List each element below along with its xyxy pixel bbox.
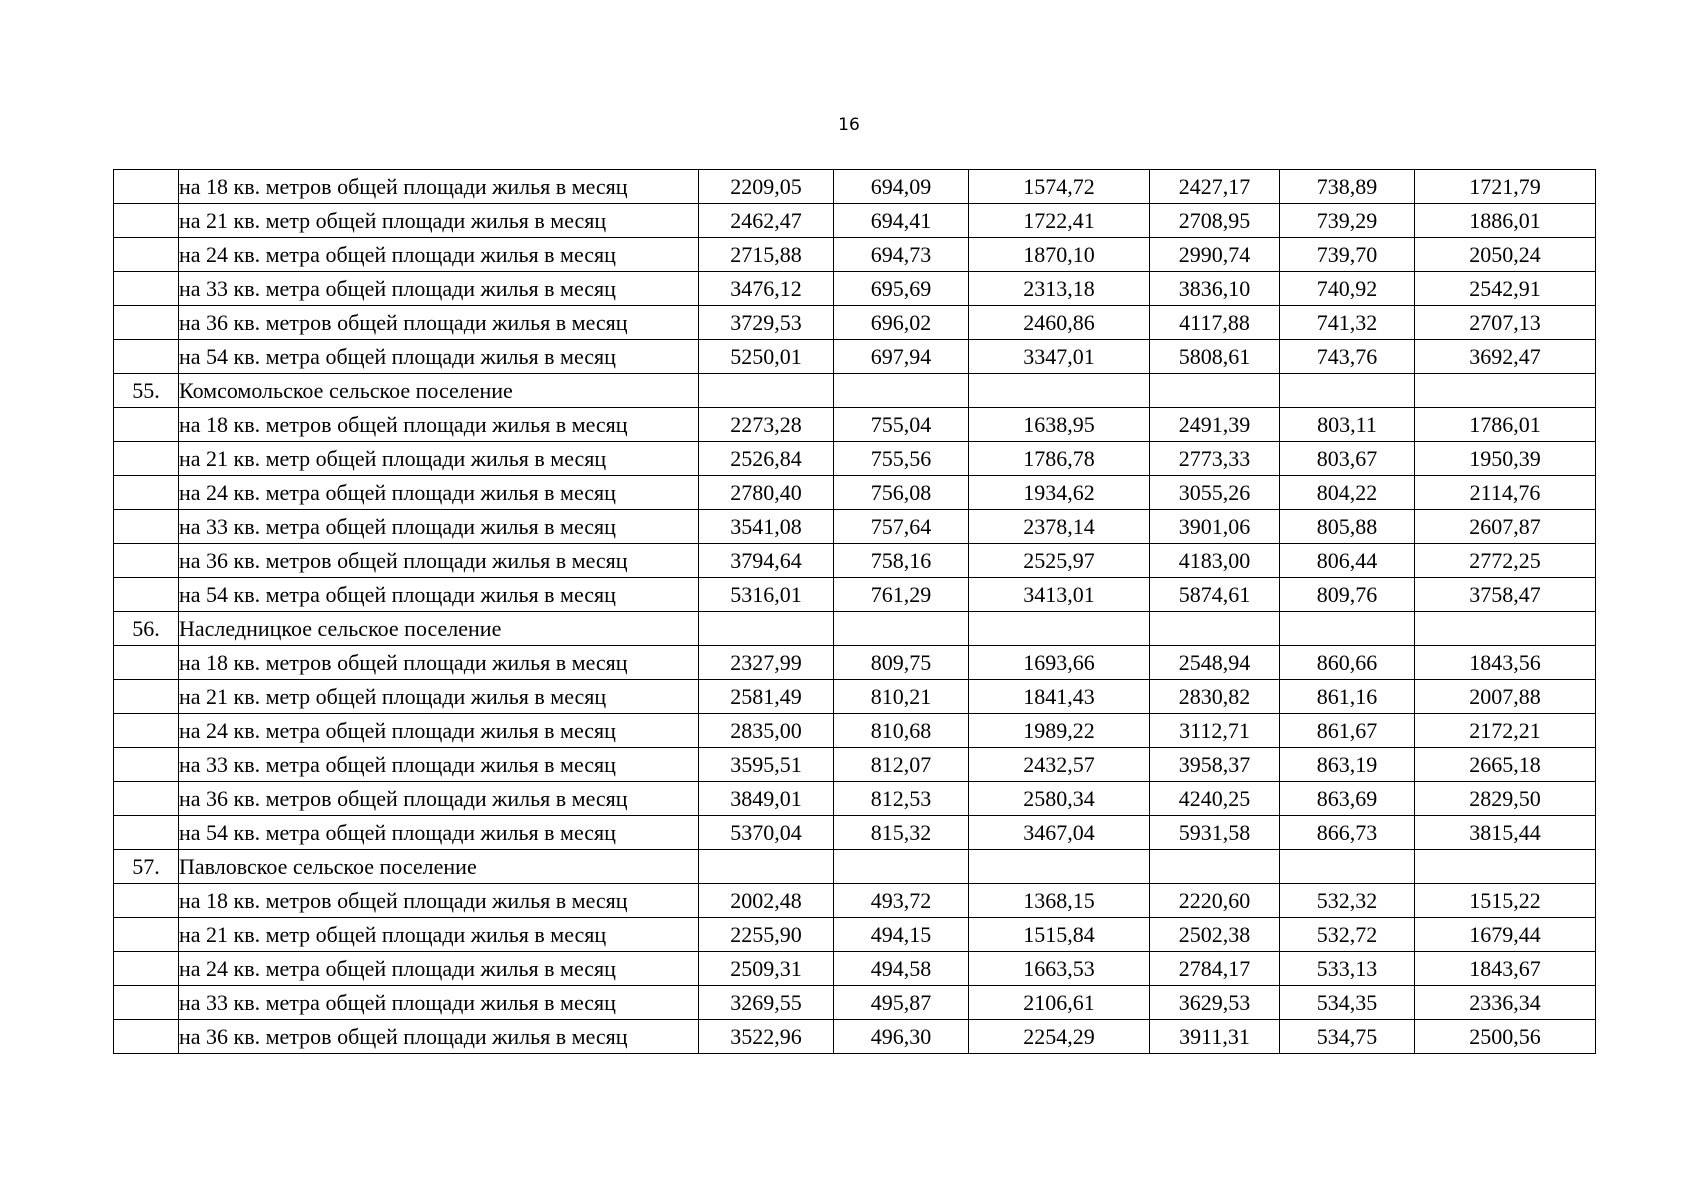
value-cell-col-5: 743,76 xyxy=(1280,340,1415,374)
settlement-name-cell: Комсомольское сельское поселение xyxy=(179,374,699,408)
value-cell-col-1: 5250,01 xyxy=(699,340,834,374)
table-row xyxy=(114,544,1596,578)
row-number-cell xyxy=(114,646,179,680)
value-cell-col-5: 739,29 xyxy=(1280,204,1415,238)
value-cell-col-1: 3849,01 xyxy=(699,782,834,816)
table-row xyxy=(114,884,1596,918)
value-cell-col-6: 2172,21 xyxy=(1415,714,1596,748)
table-row xyxy=(114,476,1596,510)
value-cell-col-5 xyxy=(1280,374,1415,408)
value-cell-col-3: 1870,10 xyxy=(969,238,1150,272)
value-cell-col-1: 3522,96 xyxy=(699,1020,834,1054)
value-cell-col-1: 3794,64 xyxy=(699,544,834,578)
norm-label-cell: на 33 кв. метра общей площади жилья в месяц xyxy=(179,510,699,544)
norm-label-cell: на 33 кв. метра общей площади жилья в месяц xyxy=(179,272,699,306)
value-cell-col-2: 697,94 xyxy=(834,340,969,374)
value-cell-col-1: 2255,90 xyxy=(699,918,834,952)
value-cell-col-6: 2829,50 xyxy=(1415,782,1596,816)
value-cell-col-3: 3467,04 xyxy=(969,816,1150,850)
value-cell-col-1: 3269,55 xyxy=(699,986,834,1020)
value-cell-col-2: 809,75 xyxy=(834,646,969,680)
value-cell-col-3: 2432,57 xyxy=(969,748,1150,782)
value-cell-col-2: 694,09 xyxy=(834,170,969,204)
norm-label-cell: на 54 кв. метра общей площади жилья в месяц xyxy=(179,340,699,374)
value-cell-col-3: 1934,62 xyxy=(969,476,1150,510)
value-cell-col-6: 1721,79 xyxy=(1415,170,1596,204)
value-cell-col-1: 3476,12 xyxy=(699,272,834,306)
value-cell-col-4: 3112,71 xyxy=(1150,714,1280,748)
row-number-cell xyxy=(114,204,179,238)
value-cell-col-4: 2784,17 xyxy=(1150,952,1280,986)
value-cell-col-4: 5874,61 xyxy=(1150,578,1280,612)
value-cell-col-2: 755,04 xyxy=(834,408,969,442)
value-cell-col-3: 2378,14 xyxy=(969,510,1150,544)
norm-label-cell: на 24 кв. метра общей площади жилья в месяц xyxy=(179,714,699,748)
value-cell-col-4: 2990,74 xyxy=(1150,238,1280,272)
value-cell-col-5: 861,67 xyxy=(1280,714,1415,748)
table-row xyxy=(114,340,1596,374)
table-row xyxy=(114,408,1596,442)
value-cell-col-1: 2209,05 xyxy=(699,170,834,204)
value-cell-col-2: 694,41 xyxy=(834,204,969,238)
norm-label-cell: на 36 кв. метров общей площади жилья в месяц xyxy=(179,1020,699,1054)
table-row xyxy=(114,986,1596,1020)
value-cell-col-2 xyxy=(834,374,969,408)
value-cell-col-6: 2500,56 xyxy=(1415,1020,1596,1054)
value-cell-col-6: 2542,91 xyxy=(1415,272,1596,306)
value-cell-col-4: 2773,33 xyxy=(1150,442,1280,476)
value-cell-col-1: 2581,49 xyxy=(699,680,834,714)
value-cell-col-1: 3541,08 xyxy=(699,510,834,544)
value-cell-col-3: 1989,22 xyxy=(969,714,1150,748)
value-cell-col-1: 2002,48 xyxy=(699,884,834,918)
section-row xyxy=(114,374,1596,408)
value-cell-col-6: 1886,01 xyxy=(1415,204,1596,238)
value-cell-col-1: 2327,99 xyxy=(699,646,834,680)
value-cell-col-6: 2665,18 xyxy=(1415,748,1596,782)
value-cell-col-2: 757,64 xyxy=(834,510,969,544)
value-cell-col-5: 534,75 xyxy=(1280,1020,1415,1054)
value-cell-col-6: 2050,24 xyxy=(1415,238,1596,272)
value-cell-col-2: 495,87 xyxy=(834,986,969,1020)
value-cell-col-2: 761,29 xyxy=(834,578,969,612)
table-row xyxy=(114,714,1596,748)
row-number-cell xyxy=(114,952,179,986)
value-cell-col-3: 1515,84 xyxy=(969,918,1150,952)
table-row xyxy=(114,816,1596,850)
row-number-cell xyxy=(114,1020,179,1054)
table-row xyxy=(114,782,1596,816)
value-cell-col-2: 812,53 xyxy=(834,782,969,816)
value-cell-col-4: 5931,58 xyxy=(1150,816,1280,850)
value-cell-col-4: 2708,95 xyxy=(1150,204,1280,238)
value-cell-col-4: 3055,26 xyxy=(1150,476,1280,510)
value-cell-col-1: 5316,01 xyxy=(699,578,834,612)
value-cell-col-5: 809,76 xyxy=(1280,578,1415,612)
value-cell-col-2: 694,73 xyxy=(834,238,969,272)
value-cell-col-6: 2772,25 xyxy=(1415,544,1596,578)
table-row xyxy=(114,918,1596,952)
norm-label-cell: на 54 кв. метра общей площади жилья в месяц xyxy=(179,816,699,850)
norm-label-cell: на 18 кв. метров общей площади жилья в месяц xyxy=(179,646,699,680)
settlement-name-cell: Павловское сельское поселение xyxy=(179,850,699,884)
row-number-cell: 56. xyxy=(114,612,179,646)
value-cell-col-6: 3692,47 xyxy=(1415,340,1596,374)
value-cell-col-3 xyxy=(969,850,1150,884)
value-cell-col-4: 3629,53 xyxy=(1150,986,1280,1020)
value-cell-col-6: 2607,87 xyxy=(1415,510,1596,544)
settlement-name-cell: Наследницкое сельское поселение xyxy=(179,612,699,646)
value-cell-col-1: 2462,47 xyxy=(699,204,834,238)
row-number-cell xyxy=(114,714,179,748)
value-cell-col-4: 2220,60 xyxy=(1150,884,1280,918)
value-cell-col-1: 3595,51 xyxy=(699,748,834,782)
value-cell-col-1 xyxy=(699,850,834,884)
value-cell-col-4: 2491,39 xyxy=(1150,408,1280,442)
row-number-cell xyxy=(114,510,179,544)
value-cell-col-2: 494,58 xyxy=(834,952,969,986)
norm-label-cell: на 54 кв. метра общей площади жилья в месяц xyxy=(179,578,699,612)
row-number-cell xyxy=(114,340,179,374)
row-number-cell xyxy=(114,408,179,442)
row-number-cell xyxy=(114,748,179,782)
row-number-cell xyxy=(114,680,179,714)
row-number-cell xyxy=(114,306,179,340)
value-cell-col-6: 3815,44 xyxy=(1415,816,1596,850)
norm-label-cell: на 36 кв. метров общей площади жилья в месяц xyxy=(179,306,699,340)
norm-label-cell: на 21 кв. метр общей площади жилья в месяц xyxy=(179,204,699,238)
value-cell-col-2 xyxy=(834,850,969,884)
row-number-cell xyxy=(114,816,179,850)
table-row xyxy=(114,952,1596,986)
value-cell-col-4: 2502,38 xyxy=(1150,918,1280,952)
value-cell-col-1 xyxy=(699,612,834,646)
row-number-cell xyxy=(114,170,179,204)
value-cell-col-3: 2460,86 xyxy=(969,306,1150,340)
value-cell-col-3: 1722,41 xyxy=(969,204,1150,238)
value-cell-col-5: 805,88 xyxy=(1280,510,1415,544)
value-cell-col-6 xyxy=(1415,850,1596,884)
row-number-cell xyxy=(114,782,179,816)
value-cell-col-3: 1693,66 xyxy=(969,646,1150,680)
row-number-cell xyxy=(114,578,179,612)
value-cell-col-2: 493,72 xyxy=(834,884,969,918)
value-cell-col-6: 1786,01 xyxy=(1415,408,1596,442)
value-cell-col-5: 804,22 xyxy=(1280,476,1415,510)
value-cell-col-5: 861,16 xyxy=(1280,680,1415,714)
value-cell-col-3: 1663,53 xyxy=(969,952,1150,986)
value-cell-col-3: 1841,43 xyxy=(969,680,1150,714)
value-cell-col-3: 1786,78 xyxy=(969,442,1150,476)
table-row xyxy=(114,306,1596,340)
norm-label-cell: на 21 кв. метр общей площади жилья в месяц xyxy=(179,680,699,714)
row-number-cell xyxy=(114,476,179,510)
value-cell-col-4: 4240,25 xyxy=(1150,782,1280,816)
norm-label-cell: на 21 кв. метр общей площади жилья в месяц xyxy=(179,918,699,952)
value-cell-col-4: 3901,06 xyxy=(1150,510,1280,544)
value-cell-col-1: 5370,04 xyxy=(699,816,834,850)
value-cell-col-1: 2273,28 xyxy=(699,408,834,442)
value-cell-col-4: 2830,82 xyxy=(1150,680,1280,714)
row-number-cell xyxy=(114,544,179,578)
value-cell-col-2 xyxy=(834,612,969,646)
value-cell-col-2: 810,21 xyxy=(834,680,969,714)
value-cell-col-6 xyxy=(1415,612,1596,646)
value-cell-col-5: 863,69 xyxy=(1280,782,1415,816)
value-cell-col-3: 1574,72 xyxy=(969,170,1150,204)
norm-label-cell: на 18 кв. метров общей площади жилья в месяц xyxy=(179,884,699,918)
row-number-cell xyxy=(114,884,179,918)
value-cell-col-5 xyxy=(1280,612,1415,646)
value-cell-col-6: 1843,67 xyxy=(1415,952,1596,986)
value-cell-col-6: 1843,56 xyxy=(1415,646,1596,680)
value-cell-col-1: 3729,53 xyxy=(699,306,834,340)
value-cell-col-1: 2509,31 xyxy=(699,952,834,986)
value-cell-col-5: 738,89 xyxy=(1280,170,1415,204)
value-cell-col-4: 3911,31 xyxy=(1150,1020,1280,1054)
table-row xyxy=(114,646,1596,680)
value-cell-col-4: 2548,94 xyxy=(1150,646,1280,680)
value-cell-col-3: 2313,18 xyxy=(969,272,1150,306)
value-cell-col-3: 2580,34 xyxy=(969,782,1150,816)
value-cell-col-3 xyxy=(969,374,1150,408)
value-cell-col-5: 803,11 xyxy=(1280,408,1415,442)
value-cell-col-5 xyxy=(1280,850,1415,884)
value-cell-col-1: 2526,84 xyxy=(699,442,834,476)
value-cell-col-5: 532,32 xyxy=(1280,884,1415,918)
value-cell-col-3: 2525,97 xyxy=(969,544,1150,578)
table-row xyxy=(114,578,1596,612)
value-cell-col-3: 2254,29 xyxy=(969,1020,1150,1054)
row-number-cell xyxy=(114,918,179,952)
value-cell-col-4: 4117,88 xyxy=(1150,306,1280,340)
value-cell-col-3: 3347,01 xyxy=(969,340,1150,374)
row-number-cell: 55. xyxy=(114,374,179,408)
value-cell-col-2: 758,16 xyxy=(834,544,969,578)
value-cell-col-5: 532,72 xyxy=(1280,918,1415,952)
section-row xyxy=(114,850,1596,884)
value-cell-col-6 xyxy=(1415,374,1596,408)
value-cell-col-2: 494,15 xyxy=(834,918,969,952)
row-number-cell: 57. xyxy=(114,850,179,884)
value-cell-col-2: 815,32 xyxy=(834,816,969,850)
table-row xyxy=(114,272,1596,306)
norm-label-cell: на 33 кв. метра общей площади жилья в месяц xyxy=(179,986,699,1020)
value-cell-col-6: 3758,47 xyxy=(1415,578,1596,612)
value-cell-col-6: 2114,76 xyxy=(1415,476,1596,510)
table-row xyxy=(114,204,1596,238)
value-cell-col-6: 2707,13 xyxy=(1415,306,1596,340)
value-cell-col-5: 803,67 xyxy=(1280,442,1415,476)
value-cell-col-5: 739,70 xyxy=(1280,238,1415,272)
value-cell-col-1: 2715,88 xyxy=(699,238,834,272)
table-row xyxy=(114,442,1596,476)
value-cell-col-2: 695,69 xyxy=(834,272,969,306)
norm-label-cell: на 24 кв. метра общей площади жилья в месяц xyxy=(179,476,699,510)
tariff-table xyxy=(113,169,1596,1054)
value-cell-col-5: 863,19 xyxy=(1280,748,1415,782)
norm-label-cell: на 18 кв. метров общей площади жилья в месяц xyxy=(179,408,699,442)
value-cell-col-1: 2835,00 xyxy=(699,714,834,748)
table-row xyxy=(114,510,1596,544)
value-cell-col-5: 534,35 xyxy=(1280,986,1415,1020)
row-number-cell xyxy=(114,272,179,306)
value-cell-col-3: 3413,01 xyxy=(969,578,1150,612)
norm-label-cell: на 21 кв. метр общей площади жилья в месяц xyxy=(179,442,699,476)
value-cell-col-3 xyxy=(969,612,1150,646)
value-cell-col-2: 496,30 xyxy=(834,1020,969,1054)
value-cell-col-4 xyxy=(1150,612,1280,646)
value-cell-col-2: 810,68 xyxy=(834,714,969,748)
value-cell-col-3: 2106,61 xyxy=(969,986,1150,1020)
value-cell-col-5: 806,44 xyxy=(1280,544,1415,578)
value-cell-col-4: 5808,61 xyxy=(1150,340,1280,374)
row-number-cell xyxy=(114,238,179,272)
norm-label-cell: на 18 кв. метров общей площади жилья в месяц xyxy=(179,170,699,204)
value-cell-col-2: 756,08 xyxy=(834,476,969,510)
section-row xyxy=(114,612,1596,646)
value-cell-col-6: 2336,34 xyxy=(1415,986,1596,1020)
row-number-cell xyxy=(114,442,179,476)
value-cell-col-5: 741,32 xyxy=(1280,306,1415,340)
table-row xyxy=(114,238,1596,272)
value-cell-col-4 xyxy=(1150,850,1280,884)
row-number-cell xyxy=(114,986,179,1020)
table-row xyxy=(114,1020,1596,1054)
table-row xyxy=(114,170,1596,204)
value-cell-col-4: 4183,00 xyxy=(1150,544,1280,578)
value-cell-col-5: 860,66 xyxy=(1280,646,1415,680)
value-cell-col-4: 2427,17 xyxy=(1150,170,1280,204)
value-cell-col-1: 2780,40 xyxy=(699,476,834,510)
table-row xyxy=(114,748,1596,782)
value-cell-col-5: 866,73 xyxy=(1280,816,1415,850)
value-cell-col-6: 1515,22 xyxy=(1415,884,1596,918)
value-cell-col-3: 1638,95 xyxy=(969,408,1150,442)
value-cell-col-1 xyxy=(699,374,834,408)
norm-label-cell: на 24 кв. метра общей площади жилья в месяц xyxy=(179,952,699,986)
value-cell-col-2: 696,02 xyxy=(834,306,969,340)
norm-label-cell: на 24 кв. метра общей площади жилья в месяц xyxy=(179,238,699,272)
value-cell-col-2: 755,56 xyxy=(834,442,969,476)
table-body xyxy=(114,170,1596,1054)
value-cell-col-3: 1368,15 xyxy=(969,884,1150,918)
norm-label-cell: на 33 кв. метра общей площади жилья в месяц xyxy=(179,748,699,782)
table-row xyxy=(114,680,1596,714)
value-cell-col-6: 1950,39 xyxy=(1415,442,1596,476)
value-cell-col-5: 740,92 xyxy=(1280,272,1415,306)
value-cell-col-4: 3836,10 xyxy=(1150,272,1280,306)
norm-label-cell: на 36 кв. метров общей площади жилья в месяц xyxy=(179,544,699,578)
page-number: 16 xyxy=(838,115,860,135)
value-cell-col-5: 533,13 xyxy=(1280,952,1415,986)
value-cell-col-2: 812,07 xyxy=(834,748,969,782)
value-cell-col-6: 1679,44 xyxy=(1415,918,1596,952)
value-cell-col-4: 3958,37 xyxy=(1150,748,1280,782)
value-cell-col-4 xyxy=(1150,374,1280,408)
value-cell-col-6: 2007,88 xyxy=(1415,680,1596,714)
norm-label-cell: на 36 кв. метров общей площади жилья в месяц xyxy=(179,782,699,816)
